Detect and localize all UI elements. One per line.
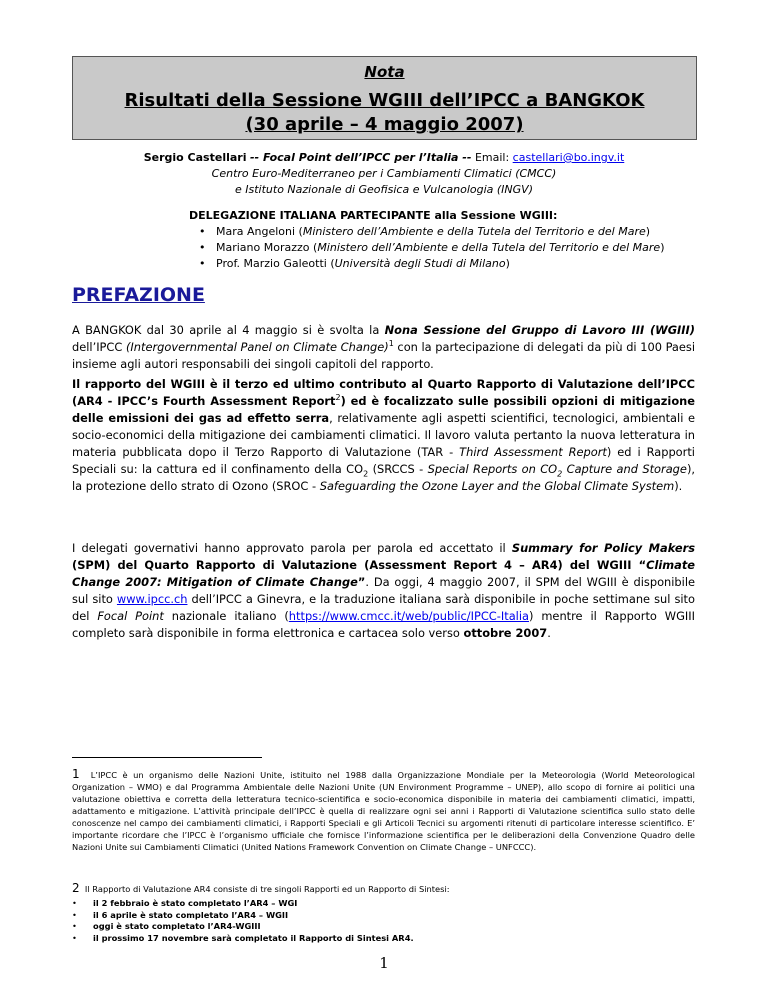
document-dates: (30 aprile – 4 maggio 2007) xyxy=(245,114,524,135)
title-box xyxy=(72,56,697,140)
footnote-1: 1 L’IPCC è un organismo delle Nazioni Unite, istituito nel 1988 dalla Organizzazione Mondiale per la Meteorologia (World Meteorological Organization – WMO) e dal Programma Ambientale delle Nazioni Unite (UN Environment Programme – UNEP), allo scopo di fornire ai politici una valutazione obiettiva e corretta della letteratura tecnico-scientifica e socio-economica disponibile in materia dei cambiamenti climatici, impatti, adattamento e mitigazione. L’attività principale dell’IPCC è quella di realizzare ogni sei anni i Rapporti di Valutazione scientifica sullo stato delle conoscenze nel campo dei cambiamenti climatici, i Rapporti Speciali e gli Articoli Tecnici su argomenti ritenuti di particolare interesse scientifico. E’ importante ricordare che l’IPCC è l’organismo ufficiale che fornisce l’informazione scientifica per le deliberazioni della Convenzione Quadro delle Nazioni Unite sui Cambiamenti Climatici (United Nations Framework Convention on Climate Change – UNFCCC). xyxy=(72,767,695,852)
list-item: • il 2 febbraio è stato completato l’AR4 – WGI xyxy=(72,898,414,910)
delegation-heading: DELEGAZIONE ITALIANA PARTECIPANTE alla Sessione WGIII: xyxy=(189,209,558,222)
page-number: 1 xyxy=(379,954,389,972)
ipcc-link[interactable]: www.ipcc.ch xyxy=(116,592,188,606)
cmcc-link[interactable]: https://www.cmcc.it/web/public/IPCC-Italia xyxy=(288,609,529,623)
delegation-list xyxy=(189,224,665,272)
section-heading-prefazione: PREFAZIONE xyxy=(72,284,205,306)
footnote-2: 2 Il Rapporto di Valutazione AR4 consiste di tre singoli Rapporti ed un Rapporto di Sintesi: xyxy=(72,881,450,895)
footnote-2-list xyxy=(72,898,414,944)
email-link[interactable]: castellari@bo.ingv.it xyxy=(512,151,625,164)
paragraph-2: Il rapporto del WGIII è il terzo ed ultimo contributo al Quarto Rapporto di Valutazione dell’IPCC (AR4 - IPCC’s Fourth Assessment Report$^2$) ed è focalizzato sulle possibili opzioni di mitigazione delle emissioni dei gas ad effetto serra, relativamente agli aspetti scientifici, tecnologici, ambientali e socio-economici della mitigazione dei cambiamenti climatici. Il lavoro valuta pertanto la nuova letteratura in materia pubblicata dopo il Terzo Rapporto di Valutazione (TAR - Third Assessment Report) ed i Rapporti Speciali su: la cattura ed il confinamento della $CO_2$ (SRCCS - Special Reports on $CO_2$ Capture and Storage), la protezione dello strato di Ozono (SROC - Safeguarding the Ozone Layer and the Global Climate System). xyxy=(72,377,696,493)
email-label: Email: xyxy=(474,151,510,164)
affiliation-2: e Istituto Nazionale di Geofisica e Vulcanologia (INGV) xyxy=(234,183,533,196)
delegation-member: • Prof. Marzio Galeotti (Università degli Studi di Milano) xyxy=(216,256,665,272)
delegation-member: • Mariano Morazzo (Ministero dell’Ambiente e della Tutela del Territorio e del Mare) xyxy=(216,240,665,256)
affiliation-1: Centro Euro-Mediterraneo per i Cambiamenti Climatici (CMCC) xyxy=(211,167,557,180)
note-label: Nota xyxy=(364,63,405,81)
footnote-divider xyxy=(72,757,262,758)
author-line xyxy=(0,150,768,166)
author-role: -- Focal Point dell’IPCC per l’Italia -- xyxy=(249,151,472,164)
delegation-block xyxy=(189,208,665,272)
document-title: Risultati della Sessione WGIII dell’IPCC a BANGKOK xyxy=(124,90,645,111)
list-item: • il 6 aprile è stato completato l’AR4 – WGII xyxy=(72,910,414,922)
list-item: • il prossimo 17 novembre sarà completato il Rapporto di Sintesi AR4. xyxy=(72,933,414,945)
footnote-ref-1[interactable]: 1 xyxy=(388,339,394,349)
paragraph-1: A BANGKOK dal 30 aprile al 4 maggio si è svolta la Nona Sessione del Gruppo di Lavoro III (WGIII) dell’IPCC (Intergovernmental Panel on Climate Change)$^1$ con la partecipazione di delegati da più di 100 Paesi insieme agli autori responsabili dei singoli capitoli del rapporto. xyxy=(72,323,696,371)
footnote-ref-2[interactable]: 2 xyxy=(335,393,341,403)
paragraph-3: I delegati governativi hanno approvato parola per parola ed accettato il Summary for Policy Makers (SPM) del Quarto Rapporto di Valutazione (Assessment Report 4 – AR4) del WGIII “Climate Change 2007: Mitigation of Climate Change”. Da oggi, 4 maggio 2007, il SPM del WGIII è disponibile sul sito www.ipcc.ch dell’IPCC a Ginevra, e la traduzione italiana sarà disponibile in poche settimane sul sito del Focal Point nazionale italiano (https://www.cmcc.it/web/public/IPCC-Italia) mentre il Rapporto WGIII completo sarà disponibile in forma elettronica e cartacea solo verso ottobre 2007. xyxy=(72,541,696,640)
list-item: • oggi è stato completato l’AR4-WGIII xyxy=(72,921,414,933)
author-name: Sergio Castellari xyxy=(143,151,247,164)
delegation-member: • Mara Angeloni (Ministero dell’Ambiente e della Tutela del Territorio e del Mare) xyxy=(216,224,665,240)
